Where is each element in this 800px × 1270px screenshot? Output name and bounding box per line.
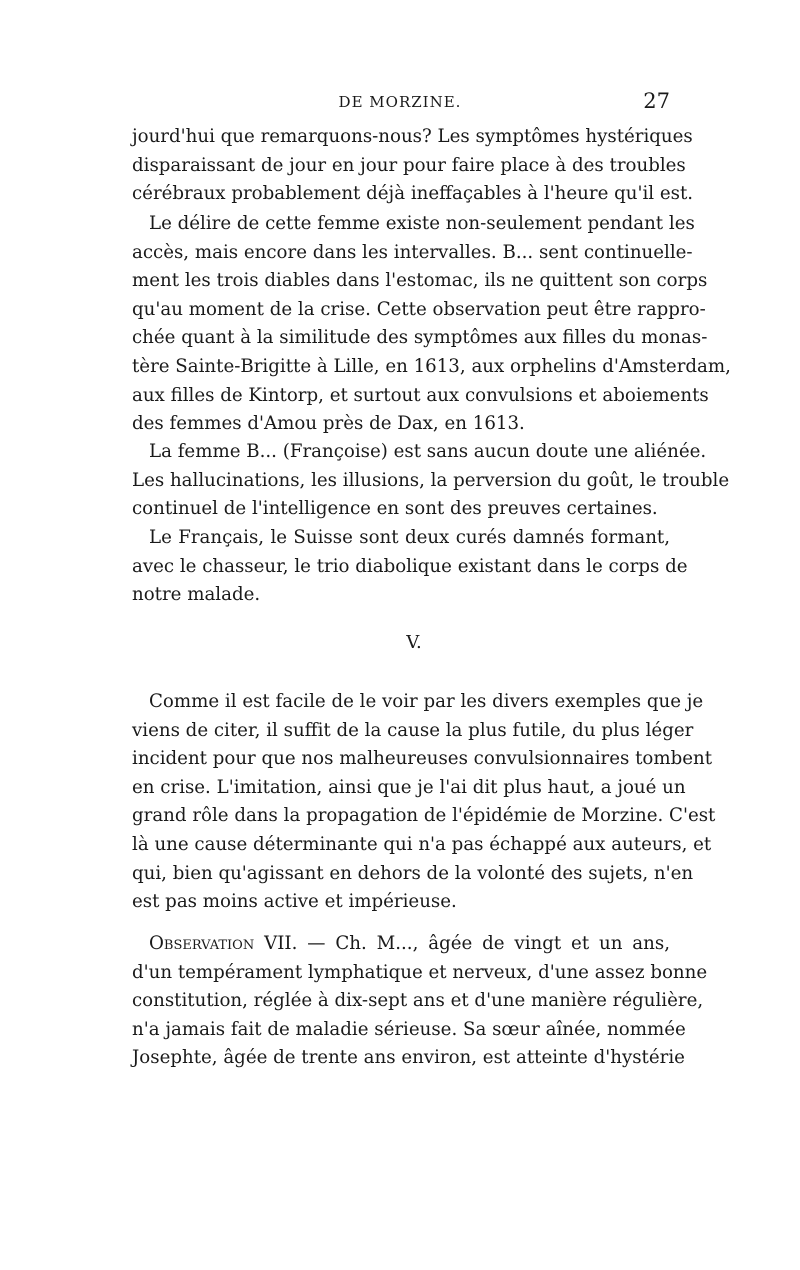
text-line: cérébraux probablement déjà ineffaçables à l'heure qu'il est. [132,183,694,205]
text-line: des femmes d'Amou près de Dax, en 1613. [132,413,525,435]
text-line: tère Sainte-Brigitte à Lille, en 1613, aux orphelins d'Amsterdam, [132,355,731,377]
paragraph-observation-vii [132,930,708,1073]
text-line: est pas moins active et impérieuse. [132,891,457,913]
text-line: chée quant à la similitude des symptômes aux filles du monas- [132,327,708,349]
text-line [132,930,670,959]
text-line: d'un tempérament lymphatique et nerveux, d'une assez bonne [132,961,708,983]
text-line: constitution, réglée à dix-sept ans et d'une manière régulière, [132,990,704,1012]
paragraph-imitation [132,688,716,917]
text-line: Les hallucinations, les illusions, la perversion du goût, le trouble [132,469,730,491]
text-line: jourd'hui que remarquons-nous? Les symptômes hystériques [132,126,693,147]
paragraph-delire [132,210,731,439]
text-line: La femme B... (Françoise) est sans aucun doute une aliénée. [149,441,707,462]
text-line: Le Français, le Suisse sont deux curés damnés formant, [149,527,670,548]
observation-heading: Observation VII. [149,933,298,954]
text-line: là une cause déterminante qui n'a pas échappé aux auteurs, et [132,833,712,855]
text-line: Comme il est facile de le voir par les divers exemples que je [149,691,704,712]
text-line: aux filles de Kintorp, et surtout aux convulsions et aboiements [132,384,709,406]
text-line: en crise. L'imitation, ainsi que je l'ai dit plus haut, a joué un [132,776,686,798]
text-line: ment les trois diables dans l'estomac, ils ne quittent son corps [132,270,708,292]
page-number: 27 [643,89,670,113]
text-line: qui, bien qu'agissant en dehors de la volonté des sujets, n'en [132,862,694,884]
paragraph-trio [132,524,688,610]
text-line: accès, mais encore dans les intervalles. B... sent continuelle- [132,241,693,263]
observation-lead: — Ch. M..., âgée de vingt et un ans, [307,933,670,954]
paragraph-continued [132,123,694,209]
text-line: avec le chasseur, le trio diabolique existant dans le corps de [132,555,688,577]
text-line: notre malade. [132,584,261,606]
text-line: viens de citer, il suffit de la cause la plus futile, du plus léger [132,719,694,741]
text-line: grand rôle dans la propagation de l'épidémie de Morzine. C'est [132,805,716,827]
running-title: DE MORZINE. [338,93,462,111]
text-line: qu'au moment de la crise. Cette observation peut être rappro- [132,298,706,320]
running-head [130,89,670,117]
text-line: n'a jamais fait de maladie sérieuse. Sa sœur aînée, nommée [132,1018,686,1040]
text-line: Le délire de cette femme existe non-seulement pendant les [149,213,695,234]
text-line: Josephte, âgée de trente ans environ, est atteinte d'hystérie [132,1047,685,1069]
text-line: continuel de l'intelligence en sont des preuves certaines. [132,498,658,520]
section-number: V. [406,632,422,653]
text-line: disparaissant de jour en jour pour faire place à des troubles [132,154,686,176]
text-line: incident pour que nos malheureuses convulsionnaires tombent [132,748,713,770]
paragraph-femme-b [132,438,730,524]
